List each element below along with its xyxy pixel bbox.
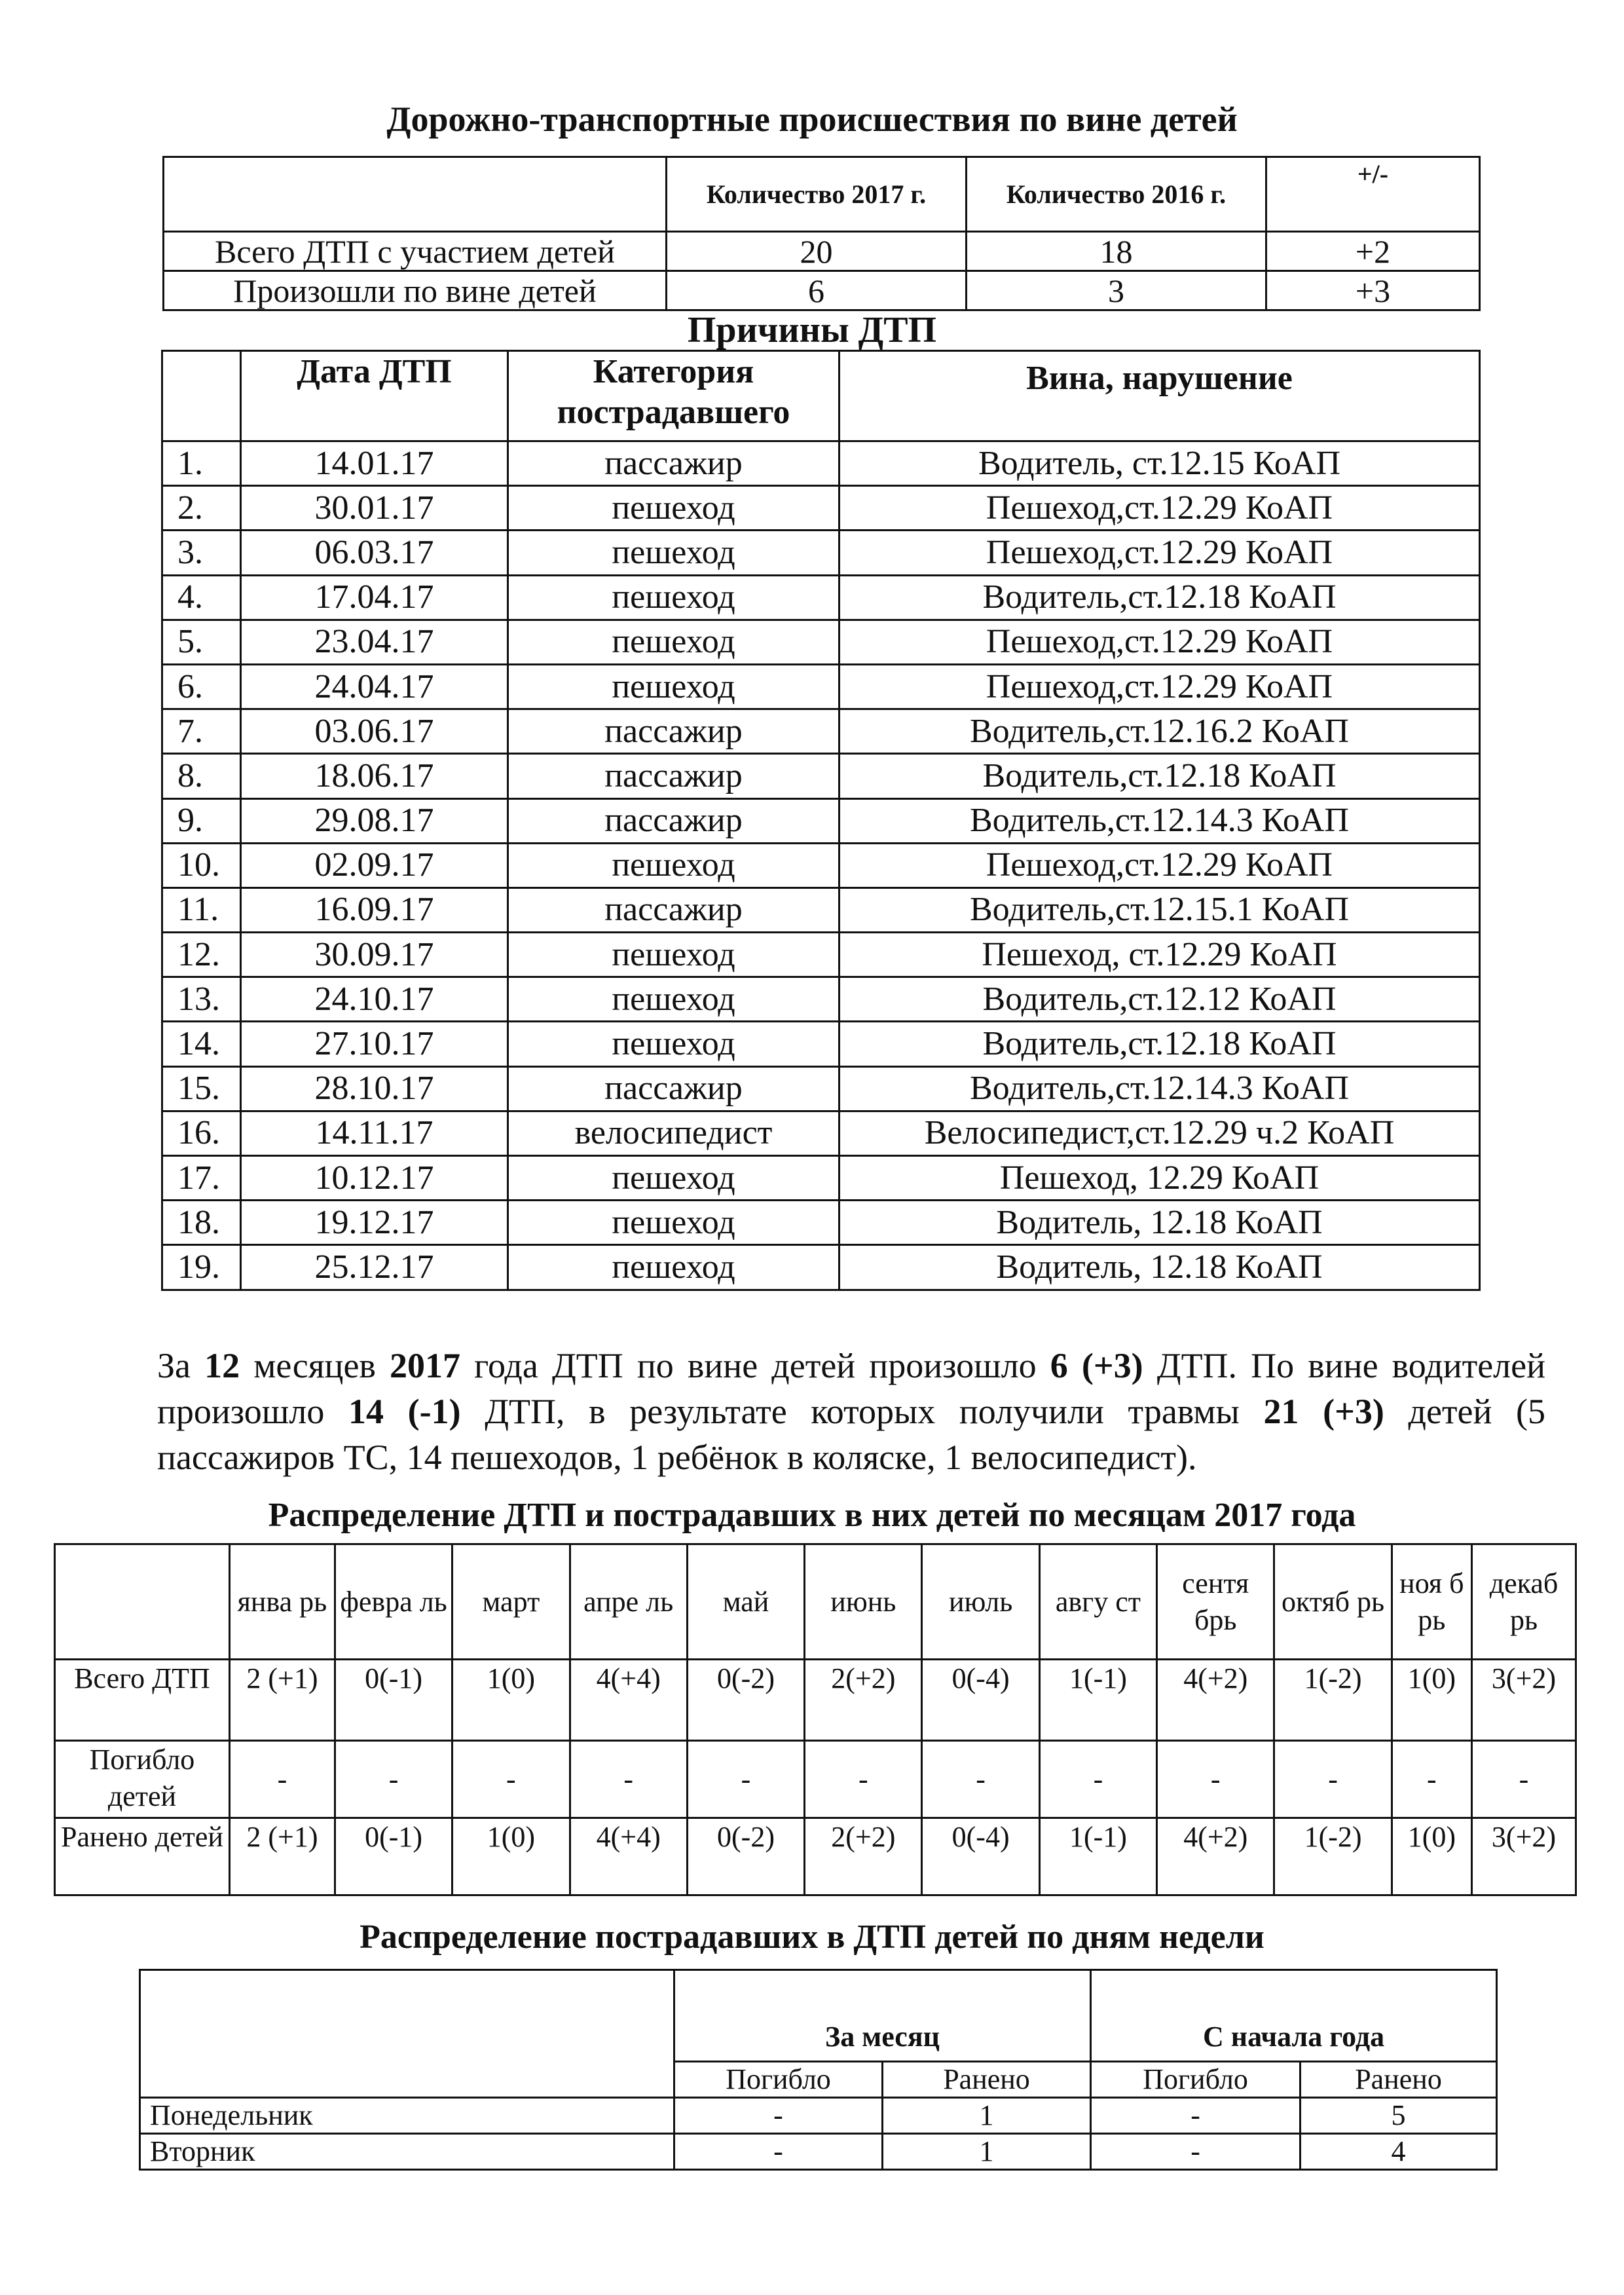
para-text: года ДТП по вине детей произошло [460, 1346, 1050, 1385]
table-row [140, 2134, 1497, 2170]
month-cell: 0(-4) [922, 1818, 1039, 1895]
weekdays-subheader: Погибло [674, 2062, 883, 2098]
victim-category: пешеход [508, 664, 840, 709]
violation: Водитель,ст.12.14.3 КоАП [840, 798, 1480, 843]
victim-category: пассажир [508, 754, 840, 798]
month-cell: - [922, 1741, 1039, 1818]
month-cell: - [687, 1741, 804, 1818]
month-cell: 4(+4) [570, 1660, 687, 1741]
weekdays-subheader: Ранено [883, 2062, 1091, 2098]
victim-category: пешеход [508, 1156, 840, 1201]
weekday-label: Вторник [140, 2134, 674, 2170]
weekday-cell: - [674, 2098, 883, 2134]
weekdays-subheader: Погибло [1091, 2062, 1301, 2098]
weekday-cell: - [1091, 2134, 1301, 2170]
month-cell: 2(+2) [805, 1818, 922, 1895]
violation: Водитель, 12.18 КоАП [840, 1245, 1480, 1290]
month-cell: 3(+2) [1471, 1818, 1576, 1895]
violation: Пешеход,ст.12.29 КоАП [840, 843, 1480, 887]
summary-paragraph [157, 1343, 1545, 1480]
table-row [164, 232, 1480, 271]
month-cell: 2(+2) [805, 1660, 922, 1741]
row-number: 13. [162, 977, 241, 1022]
table-row [162, 441, 1480, 486]
victim-category: пассажир [508, 887, 840, 932]
month-header: май [687, 1544, 804, 1660]
month-cell: - [229, 1741, 335, 1818]
table-row [162, 620, 1480, 664]
table-row [162, 1201, 1480, 1245]
month-cell: 1(0) [1392, 1818, 1471, 1895]
accident-date: 25.12.17 [241, 1245, 508, 1290]
row-number: 11. [162, 887, 241, 932]
accident-date: 03.06.17 [241, 709, 508, 754]
month-cell: - [452, 1741, 570, 1818]
victim-category: пешеход [508, 531, 840, 575]
violation: Водитель, ст.12.15 КоАП [840, 441, 1480, 486]
month-cell: 1(-1) [1039, 1818, 1156, 1895]
row-number: 4. [162, 575, 241, 620]
weekdays-group-month: За месяц [674, 1970, 1091, 2062]
accident-date: 30.09.17 [241, 933, 508, 977]
month-header: ноя б рь [1392, 1544, 1471, 1660]
table-row [162, 1245, 1480, 1290]
month-header: сентя брь [1157, 1544, 1274, 1660]
month-cell: 1(-2) [1274, 1818, 1392, 1895]
victim-category: пешеход [508, 977, 840, 1022]
month-header: апре ль [570, 1544, 687, 1660]
month-cell: - [335, 1741, 452, 1818]
violation: Пешеход,ст.12.29 КоАП [840, 531, 1480, 575]
table-row [162, 933, 1480, 977]
table-row [164, 271, 1480, 310]
violation: Водитель,ст.12.16.2 КоАП [840, 709, 1480, 754]
summary-header-2017: Количество 2017 г. [667, 157, 967, 232]
month-cell: 3(+2) [1471, 1660, 1576, 1741]
table-row [55, 1741, 1576, 1818]
violation: Водитель,ст.12.18 КоАП [840, 754, 1480, 798]
month-cell: 1(0) [452, 1660, 570, 1741]
weekdays-group-year: С начала года [1091, 1970, 1497, 2062]
month-cell: 2 (+1) [229, 1660, 335, 1741]
victim-category: велосипедист [508, 1111, 840, 1155]
violation: Пешеход, 12.29 КоАП [840, 1156, 1480, 1201]
causes-table [161, 350, 1481, 1291]
month-cell: - [1471, 1741, 1576, 1818]
accident-date: 10.12.17 [241, 1156, 508, 1201]
months-table [54, 1543, 1577, 1896]
row-number: 3. [162, 531, 241, 575]
accident-date: 14.01.17 [241, 441, 508, 486]
month-header: март [452, 1544, 570, 1660]
victim-category: пешеход [508, 1022, 840, 1066]
table-row [162, 754, 1480, 798]
month-cell: 1(-2) [1274, 1660, 1392, 1741]
month-cell: 4(+2) [1157, 1818, 1274, 1895]
table-row [162, 977, 1480, 1022]
victim-category: пешеход [508, 1245, 840, 1290]
victim-category: пешеход [508, 933, 840, 977]
row-number: 17. [162, 1156, 241, 1201]
table-row [162, 531, 1480, 575]
weekdays-corner [140, 1970, 674, 2098]
month-cell: 0(-4) [922, 1660, 1039, 1741]
violation: Водитель,ст.12.18 КоАП [840, 575, 1480, 620]
month-cell: - [805, 1741, 922, 1818]
month-row-label: Всего ДТП [55, 1660, 230, 1741]
summary-cell: 6 [667, 271, 967, 310]
accident-date: 16.09.17 [241, 887, 508, 932]
accident-date: 17.04.17 [241, 575, 508, 620]
violation: Водитель,ст.12.14.3 КоАП [840, 1066, 1480, 1111]
table-row [162, 709, 1480, 754]
summary-label: Произошли по вине детей [164, 271, 667, 310]
month-cell: - [1039, 1741, 1156, 1818]
accident-date: 27.10.17 [241, 1022, 508, 1066]
para-text: детей (5 пассажиров ТС, 14 пешеходов, 1 ребёнок в коляске, 1 велосипедист). [157, 1392, 1545, 1477]
month-header: октяб рь [1274, 1544, 1392, 1660]
victim-category: пешеход [508, 843, 840, 887]
weekday-cell: - [674, 2134, 883, 2170]
row-number: 6. [162, 664, 241, 709]
summary-header-diff: +/- [1266, 157, 1480, 232]
weekdays-table [139, 1969, 1498, 2171]
causes-header-fault: Вина, нарушение [840, 351, 1480, 441]
month-cell: 0(-2) [687, 1660, 804, 1741]
table-row [162, 1066, 1480, 1111]
para-text: ДТП. По вине водителей произошло [157, 1346, 1545, 1431]
weekday-cell: 5 [1301, 2098, 1497, 2134]
month-cell: - [1392, 1741, 1471, 1818]
summary-header-2016: Количество 2016 г. [967, 157, 1266, 232]
month-header: февра ль [335, 1544, 452, 1660]
violation: Пешеход, ст.12.29 КоАП [840, 933, 1480, 977]
accident-date: 02.09.17 [241, 843, 508, 887]
causes-header-date: Дата ДТП [241, 351, 508, 441]
violation: Водитель,ст.12.15.1 КоАП [840, 887, 1480, 932]
violation: Водитель,ст.12.12 КоАП [840, 977, 1480, 1022]
victim-category: пешеход [508, 1201, 840, 1245]
violation: Пешеход,ст.12.29 КоАП [840, 486, 1480, 531]
weekdays-subheader: Ранено [1301, 2062, 1497, 2098]
month-header: авгу ст [1039, 1544, 1156, 1660]
accident-date: 19.12.17 [241, 1201, 508, 1245]
accident-date: 06.03.17 [241, 531, 508, 575]
month-cell: - [1274, 1741, 1392, 1818]
table-row [162, 664, 1480, 709]
accident-date: 24.10.17 [241, 977, 508, 1022]
summary-cell: +2 [1266, 232, 1480, 271]
month-cell: 1(0) [1392, 1660, 1471, 1741]
accident-date: 24.04.17 [241, 664, 508, 709]
row-number: 8. [162, 754, 241, 798]
table-row [162, 1111, 1480, 1155]
table-row [162, 843, 1480, 887]
row-number: 9. [162, 798, 241, 843]
accident-date: 23.04.17 [241, 620, 508, 664]
table-row [162, 575, 1480, 620]
summary-cell: +3 [1266, 271, 1480, 310]
para-text: месяцев [240, 1346, 390, 1385]
violation: Велосипедист,ст.12.29 ч.2 КоАП [840, 1111, 1480, 1155]
accident-date: 30.01.17 [241, 486, 508, 531]
row-number: 15. [162, 1066, 241, 1111]
title-causes: Причины ДТП [687, 310, 937, 350]
month-row-label: Погибло детей [55, 1741, 230, 1818]
para-bold: 12 [204, 1346, 240, 1385]
summary-table [162, 156, 1481, 311]
month-cell: 1(-1) [1039, 1660, 1156, 1741]
table-row [55, 1818, 1576, 1895]
para-bold: 6 (+3) [1050, 1346, 1143, 1385]
row-number: 12. [162, 933, 241, 977]
para-bold: 2017 [390, 1346, 461, 1385]
table-row [162, 798, 1480, 843]
row-number: 10. [162, 843, 241, 887]
causes-header-category: Категория пострадавшего [508, 351, 840, 441]
victim-category: пассажир [508, 709, 840, 754]
title-accidents-by-children: Дорожно-транспортные происшествия по вине детей [386, 100, 1238, 139]
violation: Водитель, 12.18 КоАП [840, 1201, 1480, 1245]
month-cell: 0(-2) [687, 1818, 804, 1895]
accident-date: 29.08.17 [241, 798, 508, 843]
causes-header-0 [162, 351, 241, 441]
weekday-cell: 1 [883, 2098, 1091, 2134]
summary-cell: 3 [967, 271, 1266, 310]
para-bold: 14 (-1) [348, 1392, 461, 1431]
accident-date: 14.11.17 [241, 1111, 508, 1155]
victim-category: пассажир [508, 441, 840, 486]
month-header: янва рь [229, 1544, 335, 1660]
month-row-label: Ранено детей [55, 1818, 230, 1895]
para-text: За [157, 1346, 205, 1385]
month-header: июнь [805, 1544, 922, 1660]
month-cell: 0(-1) [335, 1818, 452, 1895]
month-cell: 0(-1) [335, 1660, 452, 1741]
row-number: 1. [162, 441, 241, 486]
victim-category: пешеход [508, 620, 840, 664]
summary-label: Всего ДТП с участием детей [164, 232, 667, 271]
month-cell: 2 (+1) [229, 1818, 335, 1895]
victim-category: пешеход [508, 486, 840, 531]
table-row [162, 887, 1480, 932]
row-number: 14. [162, 1022, 241, 1066]
accident-date: 28.10.17 [241, 1066, 508, 1111]
violation: Пешеход,ст.12.29 КоАП [840, 664, 1480, 709]
row-number: 7. [162, 709, 241, 754]
month-cell: 4(+2) [1157, 1660, 1274, 1741]
summary-header-0 [164, 157, 667, 232]
title-by-month: Распределение ДТП и пострадавших в них детей по месяцам 2017 года [268, 1497, 1356, 1534]
row-number: 16. [162, 1111, 241, 1155]
weekday-label: Понедельник [140, 2098, 674, 2134]
weekday-cell: 4 [1301, 2134, 1497, 2170]
month-cell: - [1157, 1741, 1274, 1818]
table-row [162, 1156, 1480, 1201]
weekday-cell: - [1091, 2098, 1301, 2134]
summary-cell: 18 [967, 232, 1266, 271]
row-number: 2. [162, 486, 241, 531]
month-cell: - [570, 1741, 687, 1818]
title-by-weekday: Распределение пострадавших в ДТП детей по дням недели [360, 1918, 1264, 1956]
victim-category: пассажир [508, 1066, 840, 1111]
weekday-cell: 1 [883, 2134, 1091, 2170]
months-corner [55, 1544, 230, 1660]
table-row [140, 2098, 1497, 2134]
table-row [162, 486, 1480, 531]
row-number: 19. [162, 1245, 241, 1290]
row-number: 18. [162, 1201, 241, 1245]
month-cell: 4(+4) [570, 1818, 687, 1895]
victim-category: пешеход [508, 575, 840, 620]
para-text: ДТП, в результате которых получили травмы [460, 1392, 1264, 1431]
victim-category: пассажир [508, 798, 840, 843]
para-bold: 21 (+3) [1263, 1392, 1384, 1431]
table-row [162, 1022, 1480, 1066]
table-row [55, 1660, 1576, 1741]
accident-date: 18.06.17 [241, 754, 508, 798]
violation: Водитель,ст.12.18 КоАП [840, 1022, 1480, 1066]
row-number: 5. [162, 620, 241, 664]
summary-cell: 20 [667, 232, 967, 271]
month-header: июль [922, 1544, 1039, 1660]
violation: Пешеход,ст.12.29 КоАП [840, 620, 1480, 664]
month-cell: 1(0) [452, 1818, 570, 1895]
month-header: декаб рь [1471, 1544, 1576, 1660]
